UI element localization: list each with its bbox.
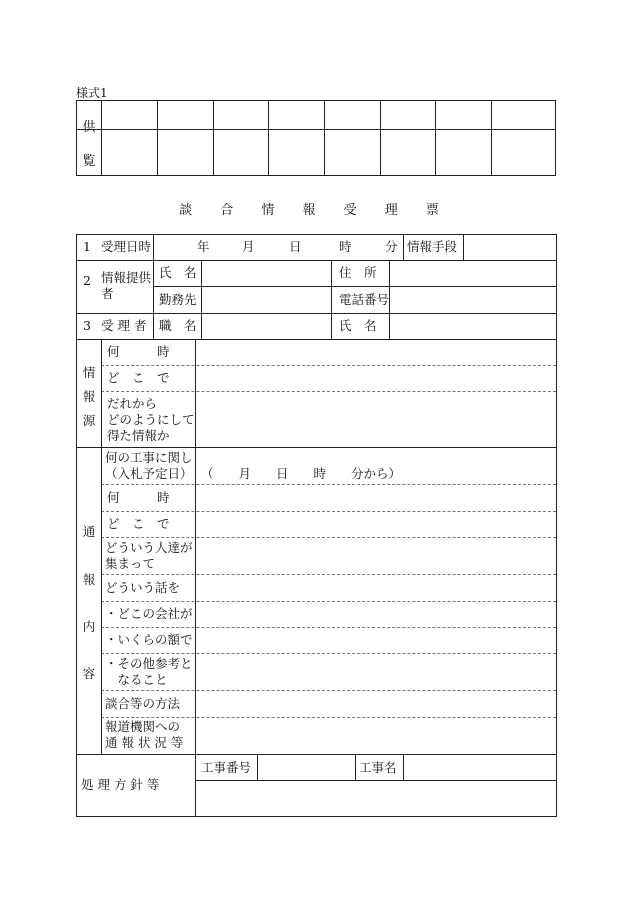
stamp-col-divider <box>213 101 214 175</box>
content-when-label: 何 時 <box>107 490 170 505</box>
report-status-line2: 通 報 状 況 等 <box>105 735 184 750</box>
source-where-label: ど こ で <box>107 370 170 385</box>
row3-number: 3 <box>83 318 91 333</box>
content-vertical-2: 報 <box>82 572 96 587</box>
dashed-divider <box>101 537 556 538</box>
other-ref-line1: ・その他参考と <box>105 656 193 671</box>
source-how-line2: どのようにして <box>107 412 195 427</box>
which-company-label: ・どこの会社が <box>105 606 193 621</box>
inspection-stamp-table <box>76 100 556 176</box>
content-where-label: ど こ で <box>107 516 170 531</box>
minute-unit: 分 <box>385 239 398 254</box>
page-title: 談 合 情 報 受 理 票 <box>179 203 451 218</box>
row-divider <box>77 313 556 314</box>
work-name-label: 工事名 <box>359 760 397 775</box>
informant-name-label: 氏 名 <box>159 265 197 280</box>
row1-label: 受理日時 <box>101 239 152 254</box>
informant-workplace-label: 勤務先 <box>159 292 197 307</box>
col-divider <box>403 754 404 780</box>
stamp-col-divider <box>435 101 436 175</box>
dashed-divider <box>101 574 556 575</box>
which-work-line2: （入札予定日） <box>105 466 193 481</box>
stamp-col-divider <box>268 101 269 175</box>
collusion-method-label: 談合等の方法 <box>105 696 181 711</box>
col-divider <box>403 235 404 260</box>
source-vertical-2: 報 <box>82 389 96 404</box>
form-number-label: 様式1 <box>76 86 108 100</box>
source-vertical-1: 情 <box>82 365 96 380</box>
dashed-divider <box>101 365 556 366</box>
col-divider <box>463 235 464 260</box>
source-when-label: 何 時 <box>107 344 170 359</box>
col-divider <box>101 339 102 754</box>
policy-label: 処 理 方 針 等 <box>81 777 160 792</box>
what-talk-label: どういう話を <box>105 580 181 595</box>
receiver-position-label: 職 名 <box>159 318 197 333</box>
col-divider <box>195 339 196 816</box>
receiver-name-label: 氏 名 <box>339 318 377 333</box>
which-work-line1: 何の工事に関し <box>105 450 193 465</box>
other-ref-line2: なること <box>105 672 168 687</box>
kyoran-char-2: 覧 <box>82 154 96 169</box>
informant-address-label: 住 所 <box>339 265 377 280</box>
stamp-col-divider <box>324 101 325 175</box>
content-vertical-3: 内 <box>82 619 96 634</box>
who-gathered-line1: どういう人達が <box>105 540 193 555</box>
row2-number: 2 <box>83 273 91 288</box>
dashed-divider <box>101 601 556 602</box>
who-gathered-line2: 集まって <box>105 556 156 571</box>
col-divider <box>389 260 390 339</box>
info-receipt-table <box>76 234 557 817</box>
col-divider <box>201 260 202 339</box>
dashed-divider <box>101 391 556 392</box>
content-vertical-1: 通 <box>82 524 96 539</box>
row-divider <box>77 447 556 448</box>
row-divider <box>77 754 556 755</box>
dashed-divider <box>101 627 556 628</box>
kyoran-char-1: 供 <box>82 120 96 135</box>
source-vertical-3: 源 <box>82 413 96 428</box>
dashed-divider <box>101 690 556 691</box>
hour-unit: 時 <box>339 239 352 254</box>
row-divider <box>153 286 556 287</box>
col-divider <box>331 260 332 339</box>
stamp-col-divider <box>491 101 492 175</box>
dashed-divider <box>101 511 556 512</box>
year-unit: 年 <box>197 239 210 254</box>
month-unit: 月 <box>242 239 255 254</box>
stamp-col-divider <box>380 101 381 175</box>
dashed-divider <box>101 484 556 485</box>
bid-date-placeholder: （ 月 日 時 分から） <box>201 466 402 481</box>
dashed-divider <box>101 653 556 654</box>
dashed-divider <box>101 717 556 718</box>
work-number-label: 工事番号 <box>201 760 252 775</box>
row1-number: 1 <box>83 239 91 254</box>
source-how-line1: だれから <box>107 396 158 411</box>
row-divider <box>195 780 556 781</box>
row3-label: 受 理 者 <box>101 318 147 333</box>
stamp-col-divider <box>101 101 102 175</box>
stamp-col-divider <box>157 101 158 175</box>
row-divider <box>77 260 556 261</box>
row2-label: 情報提供者 <box>101 270 152 301</box>
row-divider <box>77 339 556 340</box>
content-vertical-4: 容 <box>82 666 96 681</box>
how-much-label: ・いくらの額で <box>105 632 193 647</box>
report-status-line1: 報道機関への <box>105 719 181 734</box>
col-divider <box>153 235 154 339</box>
source-how-line3: 得た情報か <box>107 428 170 443</box>
stamp-row-divider <box>77 129 555 130</box>
col-divider <box>355 754 356 780</box>
day-unit: 日 <box>289 239 302 254</box>
informant-phone-label: 電話番号 <box>339 292 390 307</box>
col-divider <box>257 754 258 780</box>
source-method-label: 情報手段 <box>407 239 458 254</box>
